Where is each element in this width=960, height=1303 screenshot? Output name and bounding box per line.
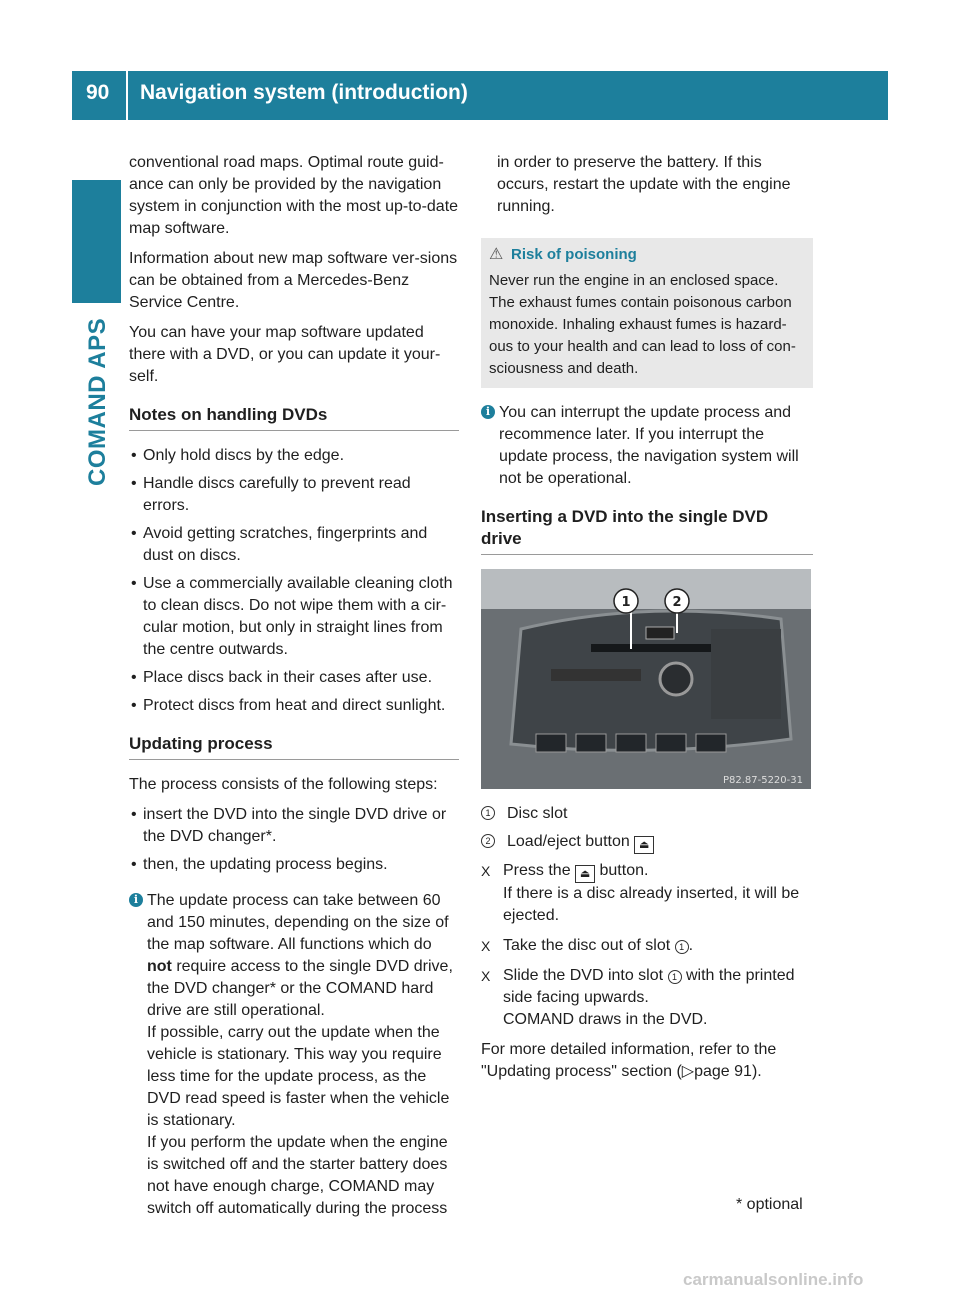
warning-icon: ⚠: [489, 246, 504, 263]
step-arrow-icon: X: [481, 938, 491, 954]
info-text: The update process can take between 60 and 150 minutes, depending on the size of the map software. All functions which do not require access to the single DVD drive, the DVD changer* or the COMAND hard drive are still operational.: [147, 892, 453, 1019]
info-note: [481, 402, 813, 490]
info-icon: i: [481, 405, 495, 419]
list-item: • Only hold discs by the edge.: [129, 445, 459, 467]
dvd-handling-list: [129, 445, 459, 717]
heading-dvd-handling: Notes on handling DVDs: [129, 404, 459, 431]
warning-box: [481, 238, 813, 388]
list-item: • Handle discs carefully to prevent read errors.: [129, 473, 459, 517]
heading-updating-process: Updating process: [129, 733, 459, 760]
update-steps-list: [129, 804, 459, 876]
right-column: [481, 152, 813, 1091]
page-ref-arrow-icon: ▷: [681, 1063, 695, 1080]
list-item: • Place discs back in their cases after use.: [129, 667, 459, 689]
heading-inserting-dvd: Inserting a DVD into the single DVD drive: [481, 506, 813, 555]
paragraph: You can have your map software updated there with a DVD, or you can update it your-self.: [129, 324, 441, 385]
left-column: [129, 152, 459, 1230]
list-item: • then, the updating process begins.: [129, 854, 459, 876]
callout-number: 2: [481, 834, 495, 848]
info-note: [129, 890, 459, 1220]
eject-icon: ⏏: [575, 865, 595, 883]
dvd-drive-photo: [481, 569, 811, 789]
photo-code: P82.87-5220-31: [722, 775, 803, 786]
legend-item: 2 Load/eject button ⏏: [481, 831, 813, 854]
info-text: You can interrupt the update process and recommence later. If you interrupt the update process, the navigation system will not be operational.: [499, 404, 799, 487]
watermark: carmanualsonline.info: [683, 1270, 864, 1289]
callout-legend: [481, 803, 813, 854]
paragraph: Information about new map software ver-sions can be obtained from a Mercedes-Benz Service Centre.: [129, 250, 458, 311]
paragraph: in order to preserve the battery. If this occurs, restart the update with the engine running.: [497, 154, 791, 215]
step-arrow-icon: X: [481, 968, 491, 984]
callout-2: 2: [672, 595, 682, 610]
callout-number: 1: [675, 940, 689, 954]
dvd-drive-illustration: [481, 569, 811, 789]
callout-number: 1: [668, 970, 682, 984]
warning-text: Never run the engine in an enclosed space. The exhaust fumes contain poisonous carbon monoxide. Inhaling exhaust fumes is hazard-ous to your health and can lead to loss of con-sciousness and death.: [489, 272, 796, 377]
info-text: If possible, carry out the update when the vehicle is stationary. This way you require less time for the update process, as the DVD read speed is faster when the vehicle is stationary.: [147, 1024, 450, 1129]
eject-icon: ⏏: [634, 836, 654, 854]
page-header: [72, 71, 888, 120]
paragraph: conventional road maps. Optimal route guid-ance can only be provided by the navigation system in conjunction with the most up-to-date map software.: [129, 154, 459, 237]
legend-item: 1 Disc slot: [481, 803, 813, 825]
paragraph: The process consists of the following steps:: [129, 776, 438, 793]
list-item: • Use a commercially available cleaning cloth to clean discs. Do not wipe them with a cir-cular motion, but only in straight lines from the centre outwards.: [129, 573, 459, 661]
section-label: COMAND APS: [84, 317, 111, 486]
paragraph: For more detailed information, refer to the "Updating process" section (▷page 91).: [481, 1041, 777, 1080]
callout-number: 1: [481, 806, 495, 820]
list-item: • Avoid getting scratches, fingerprints and dust on discs.: [129, 523, 459, 567]
list-item: • Protect discs from heat and direct sunlight.: [129, 695, 459, 717]
footnote: * optional: [736, 1196, 803, 1213]
header-divider: [126, 71, 128, 120]
step-arrow-icon: X: [481, 863, 491, 879]
section-tab: [72, 180, 121, 303]
page-number: 90: [86, 81, 110, 104]
instruction-step: X Slide the DVD into slot 1 with the printed side facing upwards. COMAND draws in the DVD.: [481, 967, 795, 1028]
callout-1: 1: [621, 595, 631, 610]
list-item: • insert the DVD into the single DVD drive or the DVD changer*.: [129, 804, 459, 848]
page-title: Navigation system (introduction): [140, 81, 468, 104]
instruction-step: X Take the disc out of slot 1 .: [481, 935, 813, 957]
info-text: If you perform the update when the engine is switched off and the starter battery does not have enough charge, COMAND may switch off automatically during the process: [147, 1134, 448, 1217]
info-icon: i: [129, 893, 143, 907]
instruction-step: X Press the ⏏ button. If there is a disc already inserted, it will be ejected.: [481, 862, 800, 924]
warning-header: ⚠ Risk of poisoning: [489, 244, 805, 266]
